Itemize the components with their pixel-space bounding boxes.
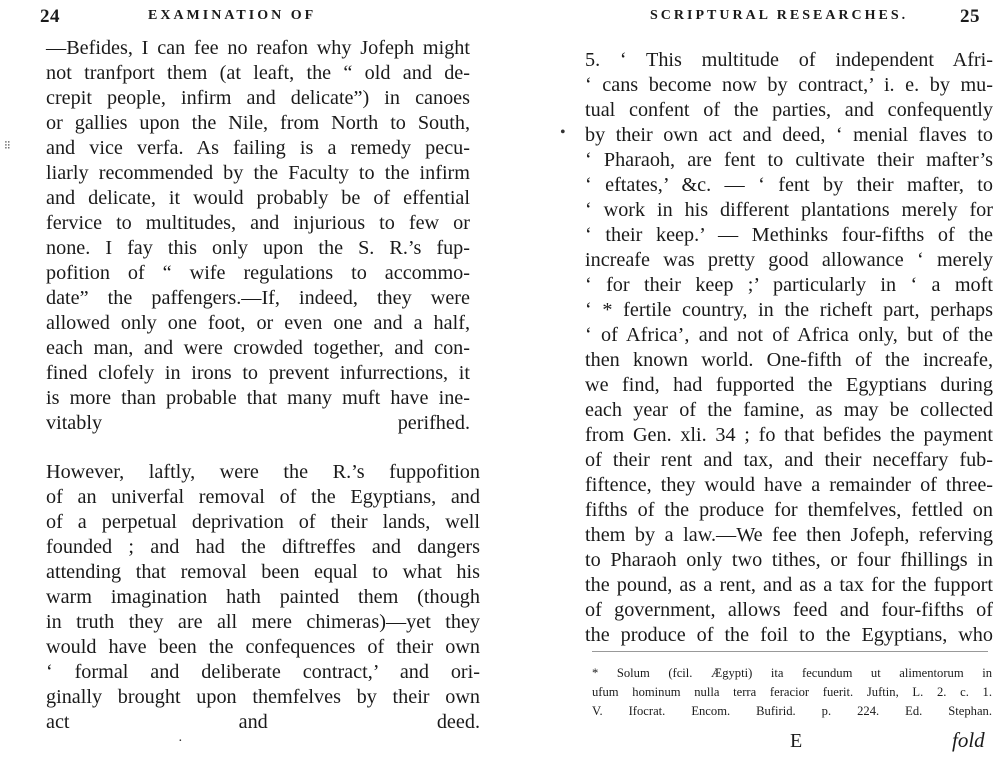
text-line: and vice verfa. As failing is a remedy pecu- [46,137,470,159]
text-line: warm imagination hath painted them (though [46,586,480,608]
text-line: ‘ formal and deliberate contract,’ and ori- [46,661,480,683]
catchword: fold [952,728,985,752]
text-line: of government, allows feed and four-fifths of [585,599,993,621]
text-line: ‘ * fertile country, in the richeft part, perhaps [585,299,993,321]
text-line: date” the paffengers.—If, indeed, they were [46,287,470,309]
left-paragraph-2 [46,460,480,735]
text-line: would have been the confequences of their own [46,636,480,658]
text-line: tual confent of the parties, and confequently [585,99,993,121]
text-line: of a perpetual deprivation of their lands, well [46,511,480,533]
text-line: fifths of the produce for themfelves, fettled on [585,499,993,521]
text-line: ‘ of Africa’, and not of Africa only, but of the [585,324,993,346]
text-line: 5. ‘ This multitude of independent Afri- [585,49,993,71]
text-line: and delicate, it would probably be of effential [46,187,470,209]
signature-mark: E [790,730,803,752]
text-line: by their own act and deed, ‘ menial flaves to [585,124,993,146]
text-line: act and deed. [46,711,480,733]
footnote [592,664,992,721]
text-line: —Befides, I can fee no reafon why Jofeph might [46,37,470,59]
text-line: the pound, as a rent, and as a tax for the fupport [585,574,993,596]
text-line: we find, had fupported the Egyptians during [585,374,993,396]
right-page-number: 25 [960,6,980,27]
text-line: them by a law.—We fee then Jofeph, referving [585,524,993,546]
text-line: fervice to multitudes, and injurious to few or [46,212,470,234]
text-line: ‘ Pharaoh, are fent to cultivate their mafter’s [585,149,993,171]
right-paragraph [585,48,993,648]
text-line: is more than probable that many muft have ine- [46,387,470,409]
text-line: or gallies upon the Nile, from North to South, [46,112,470,134]
bottom-mark: · [178,734,183,749]
left-page-number: 24 [40,6,60,27]
text-line: of an univerfal removal of the Egyptians, and [46,486,480,508]
gutter-marks: ⁝ ⁝ [4,138,9,152]
text-line: increafe was pretty good allowance ‘ merely [585,249,993,271]
text-line: not tranfport them (at leaft, the “ old and de- [46,62,470,84]
footnote-line: ufum hominum nulla terra feracior fuerit. Juftin, L. 2. c. 1. [592,685,992,699]
text-line: none. I fay this only upon the S. R.’s fup- [46,237,470,259]
text-line: liarly recommended by the Faculty to the infirm [46,162,470,184]
text-line: ginally brought upon themfelves by their own [46,686,480,708]
text-line: ‘ their keep.’ — Methinks four-fifths of the [585,224,993,246]
text-line: then known world. One-fifth of the increafe, [585,349,993,371]
text-line: vitably perifhed. [46,412,470,434]
text-line: of their rent and tax, and their neceffary fub- [585,449,993,471]
text-line: ‘ eftates,’ &c. — ‘ fent by their mafter, to [585,174,993,196]
text-line: ‘ cans become now by contract,’ i. e. by mu- [585,74,993,96]
text-line: in truth they are all mere chimeras)—yet they [46,611,480,633]
text-line: crepit people, infirm and delicate”) in canoes [46,87,470,109]
footnote-line: * Solum (fcil. Ægypti) ita fecundum ut alimentorum in [592,666,992,680]
text-line: However, laftly, were the R.’s fuppofition [46,461,480,483]
text-line: ‘ for their keep ;’ particularly in ‘ a moft [585,274,993,296]
text-line: fiftence, they would have a remainder of three- [585,474,993,496]
text-line: the produce of the foil to the Egyptians, who [585,624,993,646]
footnote-divider [592,651,988,652]
left-running-head: EXAMINATION OF [148,8,317,23]
text-line: fined clofely in irons to prevent infurrections, it [46,362,470,384]
right-running-head: SCRIPTURAL RESEARCHES. [650,8,909,23]
text-line: each man, and were crowded together, and con- [46,337,470,359]
margin-bullet: • [560,124,566,141]
text-line: founded ; and had the diftreffes and dangers [46,536,480,558]
right-page [500,0,1000,758]
text-line: from Gen. xli. 34 ; fo that befides the payment [585,424,993,446]
text-line: attending that removal been equal to what his [46,561,480,583]
footnote-line: V. Ifocrat. Encom. Bufirid. p. 224. Ed. Stephan. [592,704,992,718]
text-line: pofition of “ wife regulations to accommo- [46,262,470,284]
text-line: each year of the famine, as may be collected [585,399,993,421]
text-line: ‘ work in his different plantations merely for [585,199,993,221]
text-line: allowed only one foot, or even one and a half, [46,312,470,334]
text-line: to Pharaoh only two tithes, or four fhillings in [585,549,993,571]
left-paragraph-1 [46,36,470,436]
